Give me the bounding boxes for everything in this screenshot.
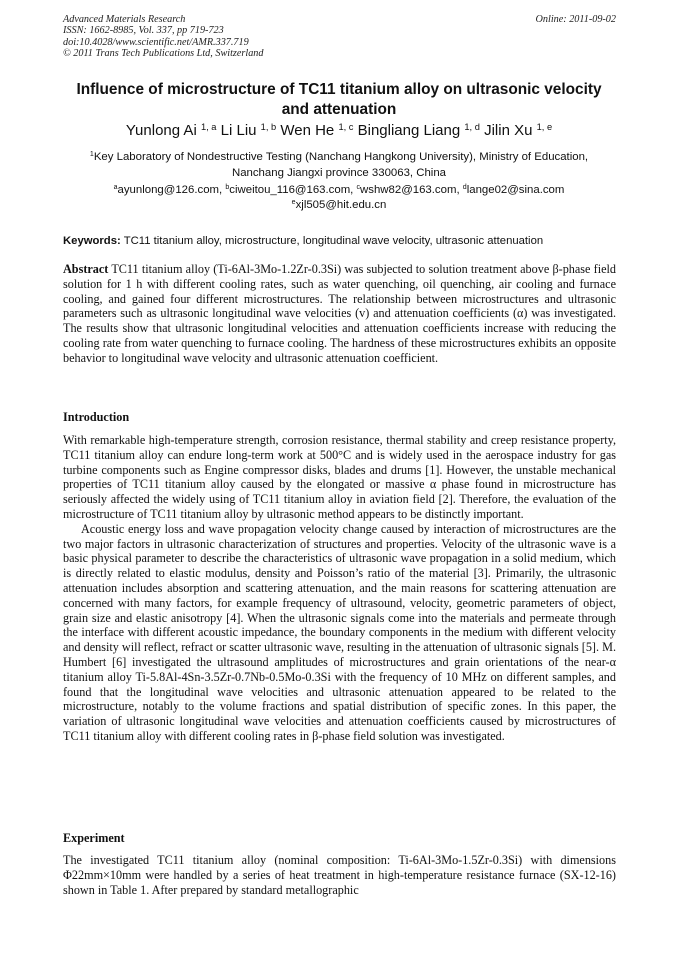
abstract-text: TC11 titanium alloy (Ti-6Al-3Mo-1.2Zr-0.3Si) was subjected to solution treatment above β-phase field solution for 1 h with different cooling rates, such as water quenching, oil quenching, air cooling and furnace cooling, and gained four different microstructures. The relationship between microstructures and ultrasonic parameters such as ultrasonic longitudinal wave velocities (v) and attenuation coefficients (α) was investigated. The results show that ultrasonic longitudinal velocities and attenuation coefficients increase with reducing the cooling rate from water quenching to furnace cooling. The hardness of these microstructures exhibits an opposite behavior to longitudinal wave velocity and ultrasonic attenuation coefficient. <box>63 262 616 365</box>
email-address: wshw82@163.com, <box>360 184 463 196</box>
doi-line: doi:10.4028/www.scientific.net/AMR.337.719 <box>63 36 249 48</box>
introduction-paragraph-2: Acoustic energy loss and wave propagation velocity change caused by interaction of microstructures are the two major factors in ultrasonic characterization of structures and properties. Velocity of the ultrasonic wave is a basic physical parameter to describe the characteristics of ultrasonic wave propagation in a solid medium, which is directly related to elastic modulus, density and Poisson’s ratio of the material [3]. Primarily, the ultrasonic attenuation includes absorption and scattering attenuation, and the main reasons for scattering attenuation are concerned with many factors, for example frequency of ultrasound, velocity, geometric parameters of object, grain size and elastic anisotropy [4]. When the ultrasonic signals come into the materials and permeate through the interface with different acoustic impedance, the boundary components in the medium with different velocity and density will reflect, refract or scatter ultrasonic wave, resulting in the attenuation of ultrasonic signals [5]. M. Humbert [6] investigated the ultrasound amplitudes of microstructures and grain orientations of the near-α titanium alloy Ti-5.8Al-4Sn-3.5Zr-0.7Nb-0.5Mo-0.3Si with the frequency of 10 MHz on different samples, and found that the longitudinal wave velocities and ultrasonic attenuation appeared to be related to the microstructure, notably to the volume fractions and spatial distribution of specific zones. In this paper, the variation of ultrasonic longitudinal wave velocities and attenuation coefficients caused by microstructures of TC11 titanium alloy with different cooling rates in β-phase field solution was investigated. <box>63 521 616 743</box>
journal-name: Advanced Materials Research <box>63 14 186 25</box>
author-name: Wen He <box>280 122 335 139</box>
author-name: Jilin Xu <box>484 122 533 139</box>
online-date: Online: 2011-09-02 <box>535 14 616 25</box>
affiliation-line-1: Key Laboratory of Nondestructive Testing (Nanchang Hangkong University), Ministry of Education, <box>93 151 589 163</box>
title-line-2: and attenuation <box>281 101 397 118</box>
affiliation-mark: 1 <box>89 151 94 159</box>
keywords <box>63 234 616 249</box>
author-list <box>40 121 638 141</box>
copyright-line: © 2011 Trans Tech Publications Ltd, Switzerland <box>63 48 264 60</box>
experiment-heading: Experiment <box>63 831 125 845</box>
email-mark: a <box>113 184 118 192</box>
email-mark: d <box>462 184 467 192</box>
introduction-paragraph-1: With remarkable high-temperature strength, corrosion resistance, thermal stability and creep resistance property, TC11 titanium alloy can endure long-term work at 500°C and is widely used in the aerospace industry for gas turbine components such as Engine compressor disks, blades and drums [1]. However, the unstable mechanical properties of TC11 titanium alloy caused by the elongated or massive α phase found in microstructure has seriously affected the widely using of TC11 titanium alloy in aviation field [2]. Therefore, the evaluation of the microstructure of TC11 titanium alloy by ultrasonic method appears to be distinctly important. <box>63 433 616 521</box>
experiment-paragraph-1: The investigated TC11 titanium alloy (nominal composition: Ti-6Al-3Mo-1.5Zr-0.3Si) with dimensions Φ22mm×10mm were handled by a series of heat treatment in high-temperature resistance furnace (SX-12-16) shown in Table 1. After prepared by standard metallographic <box>63 853 616 897</box>
introduction-heading: Introduction <box>63 410 130 424</box>
experiment-section <box>63 853 616 897</box>
email-address: ciweitou_116@163.com, <box>229 184 357 196</box>
author-affiliation-mark: 1, e <box>536 121 553 132</box>
author-name: Li Liu <box>220 122 257 139</box>
email-address: xjl505@hit.edu.cn <box>295 199 387 211</box>
email-address: lange02@sina.com <box>466 184 565 196</box>
author-affiliation-mark: 1, d <box>464 121 480 132</box>
affiliation-line-2: Nanchang Jiangxi province 330063, China <box>231 167 447 179</box>
author-affiliation-mark: 1, b <box>260 121 277 132</box>
title-line-1: Influence of microstructure of TC11 titanium alloy on ultrasonic velocity <box>76 81 602 98</box>
running-header <box>63 14 616 60</box>
author-affiliation-mark: 1, c <box>338 121 354 132</box>
paper-title <box>50 80 628 120</box>
email-mark: b <box>225 184 230 192</box>
author-name: Yunlong Ai <box>125 122 197 139</box>
affiliation <box>50 149 628 181</box>
issn-line: ISSN: 1662-8985, Vol. 337, pp 719-723 <box>63 25 224 37</box>
author-affiliation-mark: 1, a <box>200 121 217 132</box>
author-name: Bingliang Liang <box>357 122 461 139</box>
keywords-label: Keywords: <box>63 235 121 247</box>
abstract-section <box>63 262 616 366</box>
author-emails <box>50 183 628 213</box>
email-address: ayunlong@126.com, <box>117 184 226 196</box>
abstract-label: Abstract <box>63 262 109 276</box>
email-mark: c <box>356 184 361 192</box>
introduction-section <box>63 433 616 744</box>
keywords-text: TC11 titanium alloy, microstructure, longitudinal wave velocity, ultrasonic attenuation <box>120 235 544 247</box>
email-mark: e <box>291 199 296 207</box>
